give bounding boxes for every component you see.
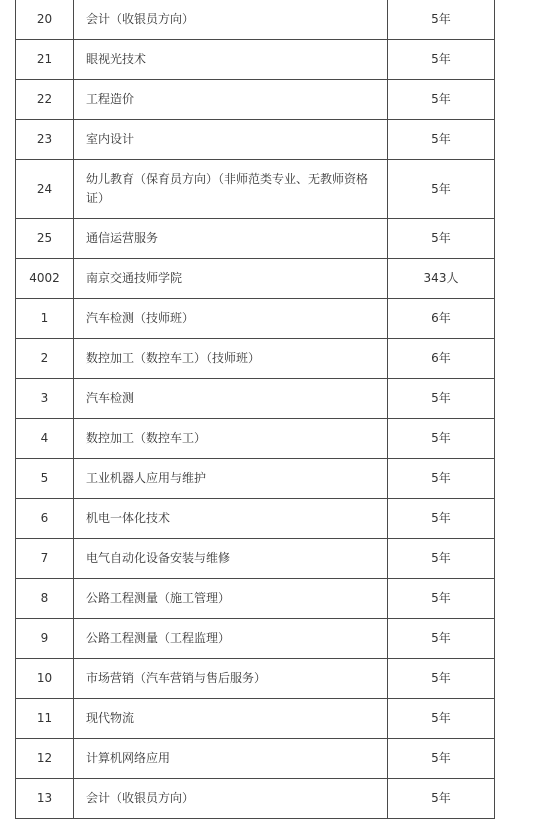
program-duration: 5年 (388, 459, 495, 499)
table-row (16, 539, 495, 579)
program-duration: 5年 (388, 40, 495, 80)
school-row (16, 259, 495, 299)
table-row (16, 160, 495, 219)
row-number: 23 (16, 120, 74, 160)
program-duration: 5年 (388, 659, 495, 699)
table-row (16, 219, 495, 259)
row-number: 7 (16, 539, 74, 579)
program-duration: 5年 (388, 539, 495, 579)
school-enrollment: 343人 (388, 259, 495, 299)
program-name: 会计（收银员方向） (74, 0, 388, 40)
program-duration: 5年 (388, 779, 495, 819)
row-number: 24 (16, 160, 74, 219)
table-row (16, 339, 495, 379)
table-row (16, 379, 495, 419)
program-name: 工程造价 (74, 80, 388, 120)
row-number: 4 (16, 419, 74, 459)
row-number: 8 (16, 579, 74, 619)
program-name: 计算机网络应用 (74, 739, 388, 779)
program-name: 数控加工（数控车工） (74, 419, 388, 459)
program-name: 市场营销（汽车营销与售后服务） (74, 659, 388, 699)
row-number: 2 (16, 339, 74, 379)
table-row (16, 659, 495, 699)
row-number: 9 (16, 619, 74, 659)
table-row (16, 40, 495, 80)
program-name: 通信运营服务 (74, 219, 388, 259)
row-number: 22 (16, 80, 74, 120)
row-number: 11 (16, 699, 74, 739)
table-row (16, 299, 495, 339)
row-number: 6 (16, 499, 74, 539)
table-row (16, 779, 495, 819)
program-name: 会计（收银员方向） (74, 779, 388, 819)
program-duration: 5年 (388, 419, 495, 459)
row-number: 25 (16, 219, 74, 259)
program-duration: 5年 (388, 0, 495, 40)
program-name: 汽车检测（技师班） (74, 299, 388, 339)
row-number: 1 (16, 299, 74, 339)
program-duration: 5年 (388, 699, 495, 739)
table-row (16, 739, 495, 779)
row-number: 10 (16, 659, 74, 699)
table-row (16, 699, 495, 739)
row-number: 13 (16, 779, 74, 819)
row-number: 5 (16, 459, 74, 499)
table-row (16, 499, 495, 539)
program-duration: 5年 (388, 379, 495, 419)
table-row (16, 120, 495, 160)
program-name: 电气自动化设备安装与维修 (74, 539, 388, 579)
program-duration: 5年 (388, 219, 495, 259)
program-name: 工业机器人应用与维护 (74, 459, 388, 499)
school-code: 4002 (16, 259, 74, 299)
table-row (16, 0, 495, 40)
program-duration: 6年 (388, 339, 495, 379)
program-name: 现代物流 (74, 699, 388, 739)
program-name: 数控加工（数控车工）（技师班） (74, 339, 388, 379)
program-name: 室内设计 (74, 120, 388, 160)
row-number: 20 (16, 0, 74, 40)
program-name: 机电一体化技术 (74, 499, 388, 539)
program-name: 公路工程测量（施工管理） (74, 579, 388, 619)
table-row (16, 579, 495, 619)
program-duration: 5年 (388, 160, 495, 219)
program-duration: 5年 (388, 579, 495, 619)
table-row (16, 459, 495, 499)
table-row (16, 419, 495, 459)
program-duration: 5年 (388, 619, 495, 659)
table-row (16, 619, 495, 659)
program-duration: 5年 (388, 499, 495, 539)
school-name: 南京交通技师学院 (74, 259, 388, 299)
program-name: 公路工程测量（工程监理） (74, 619, 388, 659)
program-name: 幼儿教育（保育员方向）（非师范类专业、无教师资格证） (74, 160, 388, 219)
program-table (15, 0, 495, 819)
program-duration: 5年 (388, 80, 495, 120)
program-duration: 6年 (388, 299, 495, 339)
program-duration: 5年 (388, 739, 495, 779)
program-name: 汽车检测 (74, 379, 388, 419)
row-number: 12 (16, 739, 74, 779)
program-duration: 5年 (388, 120, 495, 160)
row-number: 21 (16, 40, 74, 80)
row-number: 3 (16, 379, 74, 419)
table-row (16, 80, 495, 120)
program-name: 眼视光技术 (74, 40, 388, 80)
